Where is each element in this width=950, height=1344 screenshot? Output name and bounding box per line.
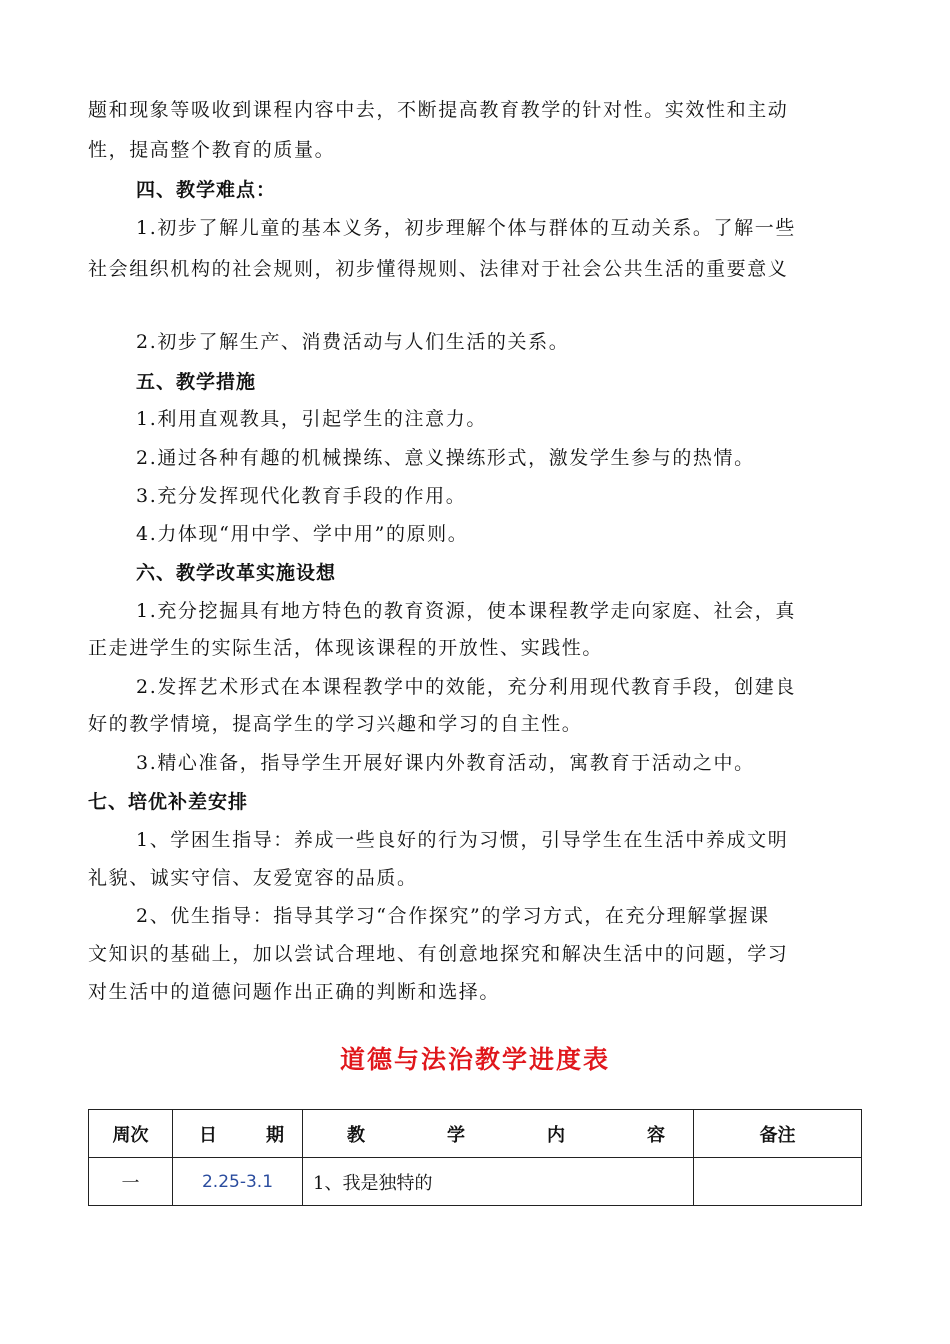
header-week: 周次	[89, 1110, 173, 1158]
paragraph-line: 1.初步了解儿童的基本义务，初步理解个体与群体的互动关系。了解一些	[136, 217, 796, 239]
section-heading: 五、教学措施	[136, 371, 257, 393]
schedule-title: 道德与法治教学进度表	[339, 1045, 610, 1074]
paragraph-line: 4.力体现“用中学、学中用”的原则。	[136, 523, 469, 545]
header-content-char: 容	[647, 1124, 665, 1146]
paragraph-line: 题和现象等吸收到课程内容中去，不断提高教育教学的针对性。实效性和主动	[88, 99, 789, 121]
paragraph-line: 1.充分挖掘具有地方特色的教育资源，使本课程教学走向家庭、社会，真	[136, 600, 796, 622]
header-content-char: 教	[347, 1124, 365, 1146]
header-date-char: 日	[199, 1124, 217, 1146]
paragraph-line: 1、学困生指导：养成一些良好的行为习惯，引导学生在生活中养成文明	[136, 829, 789, 851]
paragraph-line: 3.充分发挥现代化教育手段的作用。	[136, 485, 467, 507]
table-row	[89, 1158, 862, 1206]
paragraph-line: 2、优生指导：指导其学习“合作探究”的学习方式，在充分理解掌握课	[136, 905, 770, 927]
paragraph-line: 1.利用直观教具，引起学生的注意力。	[136, 408, 487, 430]
paragraph-line: 2.初步了解生产、消费活动与人们生活的关系。	[136, 331, 570, 353]
paragraph-line: 对生活中的道德问题作出正确的判断和选择。	[88, 981, 501, 1003]
header-content-char: 学	[447, 1124, 465, 1146]
header-content	[303, 1110, 694, 1158]
paragraph-line: 正走进学生的实际生活，体现该课程的开放性、实践性。	[88, 637, 604, 659]
header-date-char: 期	[266, 1124, 284, 1146]
table-header-row	[89, 1110, 862, 1158]
header-date	[173, 1110, 303, 1158]
schedule-table	[88, 1109, 862, 1206]
cell-note	[694, 1158, 862, 1206]
paragraph-line: 好的教学情境，提高学生的学习兴趣和学习的自主性。	[88, 713, 583, 735]
cell-week: 一	[89, 1158, 173, 1206]
cell-date: 2.25-3.1	[173, 1158, 303, 1206]
paragraph-line: 性，提高整个教育的质量。	[88, 139, 336, 161]
paragraph-line: 社会组织机构的社会规则，初步懂得规则、法律对于社会公共生活的重要意义	[88, 258, 789, 280]
paragraph-line: 2.发挥艺术形式在本课程教学中的效能，充分利用现代教育手段，创建良	[136, 676, 796, 698]
cell-content: 1、我是独特的	[303, 1158, 694, 1206]
paragraph-line: 2.通过各种有趣的机械操练、意义操练形式，激发学生参与的热情。	[136, 447, 755, 469]
paragraph-line: 3.精心准备，指导学生开展好课内外教育活动，寓教育于活动之中。	[136, 752, 755, 774]
header-content-char: 内	[547, 1124, 565, 1146]
paragraph-line: 礼貌、诚实守信、友爱宽容的品质。	[88, 867, 418, 889]
header-note: 备注	[694, 1110, 862, 1158]
section-heading: 四、教学难点：	[136, 179, 277, 201]
paragraph-line: 文知识的基础上，加以尝试合理地、有创意地探究和解决生活中的问题，学习	[88, 943, 789, 965]
section-heading: 七、培优补差安排	[88, 791, 249, 813]
section-heading: 六、教学改革实施设想	[136, 562, 337, 584]
